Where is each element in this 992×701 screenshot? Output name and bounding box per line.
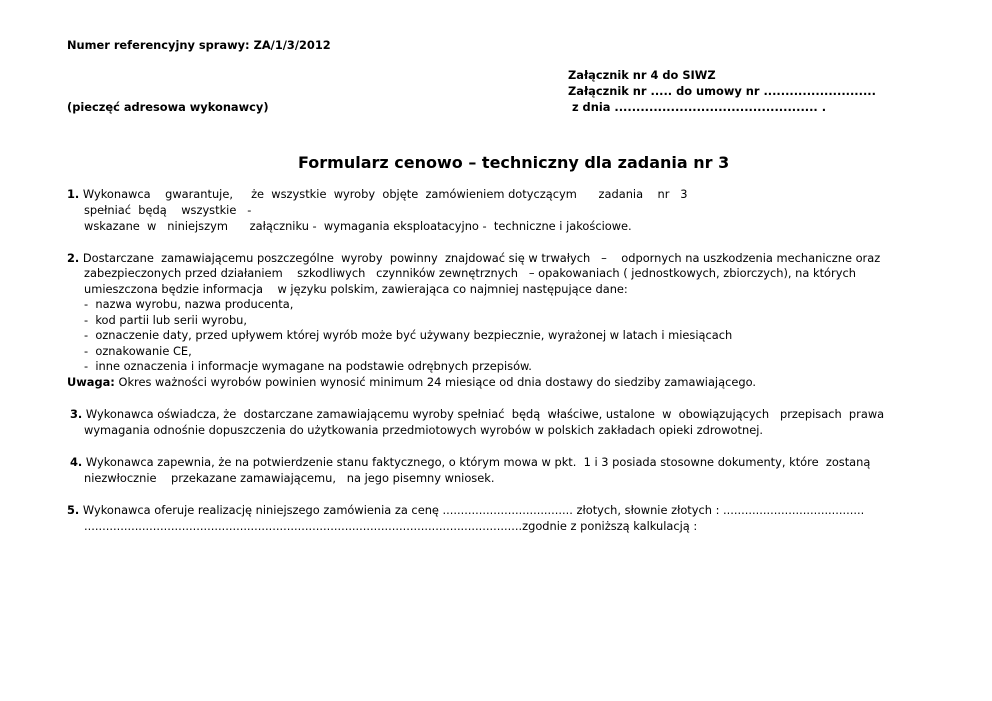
- section-1-line-1: 1. Wykonawca gwarantuje, że wszystkie wyroby objęte zamówieniem dotyczącym zadania nr 3: [67, 187, 688, 201]
- section-2-number: 2.: [67, 251, 80, 265]
- section-3-line-1: 3. Wykonawca oświadcza, że dostarczane zamawiającemu wyroby spełniać będą właściwe, ustalone w obowiązujących przepisach prawa: [70, 407, 885, 421]
- list-item: - kod partii lub serii wyrobu,: [84, 313, 248, 327]
- section-2-line-2: zabezpieczonych przed działaniem szkodliwych czynników zewnętrznych – opakowaniach ( jednostkowych, zbiorczych), na których: [84, 266, 856, 280]
- annex-date: z dnia ............................................... .: [568, 100, 827, 114]
- section-2-line-3: umieszczona będzie informacja w języku polskim, zawierająca co najmniej następujące dane:: [84, 282, 628, 296]
- list-item: - inne oznaczenia i informacje wymagane na podstawie odrębnych przepisów.: [84, 359, 532, 373]
- section-5-line-1: 5. Wykonawca oferuje realizację niniejszego zamówienia za cenę .................................... złotych, słownie złotych : .......................................: [67, 503, 865, 517]
- page-title: Formularz cenowo – techniczny dla zadania nr 3: [298, 153, 730, 172]
- section-1-line-3: wskazane w niniejszym załączniku - wymagania eksploatacyjno - techniczne i jakościowe.: [84, 219, 632, 233]
- section-4-line-1: 4. Wykonawca zapewnia, że na potwierdzenie stanu faktycznego, o którym mowa w pkt. 1 i 3 posiada stosowne dokumenty, które zostaną: [70, 455, 871, 469]
- section-1-number: 1.: [67, 187, 80, 201]
- section-1-line-2: spełniać będą wszystkie -: [84, 203, 252, 217]
- annex-contract: Załącznik nr ..... do umowy nr ..........................: [568, 84, 876, 98]
- section-2-line-1: 2. Dostarczane zamawiającemu poszczególne wyroby powinny znajdować się w trwałych – odpornych na uszkodzenia mechaniczne oraz: [67, 251, 881, 265]
- section-4-line-2: niezwłocznie przekazane zamawiającemu, na jego pisemny wniosek.: [84, 471, 495, 485]
- section-4-number: 4.: [70, 455, 83, 469]
- reference-number: Numer referencyjny sprawy: ZA/1/3/2012: [67, 38, 331, 52]
- contractor-stamp: (pieczęć adresowa wykonawcy): [67, 100, 269, 114]
- note-line: Uwaga: Okres ważności wyrobów powinien wynosić minimum 24 miesiące od dnia dostawy do siedziby zamawiającego.: [67, 375, 756, 389]
- section-3-number: 3.: [70, 407, 83, 421]
- list-item: - oznaczenie daty, przed upływem której wyrób może być używany bezpiecznie, wyrażonej w latach i miesiącach: [84, 328, 733, 342]
- list-item: - nazwa wyrobu, nazwa producenta,: [84, 297, 294, 311]
- list-item: - oznakowanie CE,: [84, 344, 192, 358]
- section-5-line-2: .........................................................................................................................zgodnie z poniższą kalkulacją :: [84, 519, 698, 533]
- annex-siwz: Załącznik nr 4 do SIWZ: [568, 68, 716, 82]
- section-5-number: 5.: [67, 503, 80, 517]
- section-3-line-2: wymagania odnośnie dopuszczenia do użytkowania przedmiotowych wyrobów w polskich zakładach opieki zdrowotnej.: [84, 423, 763, 437]
- note-label: Uwaga:: [67, 375, 115, 389]
